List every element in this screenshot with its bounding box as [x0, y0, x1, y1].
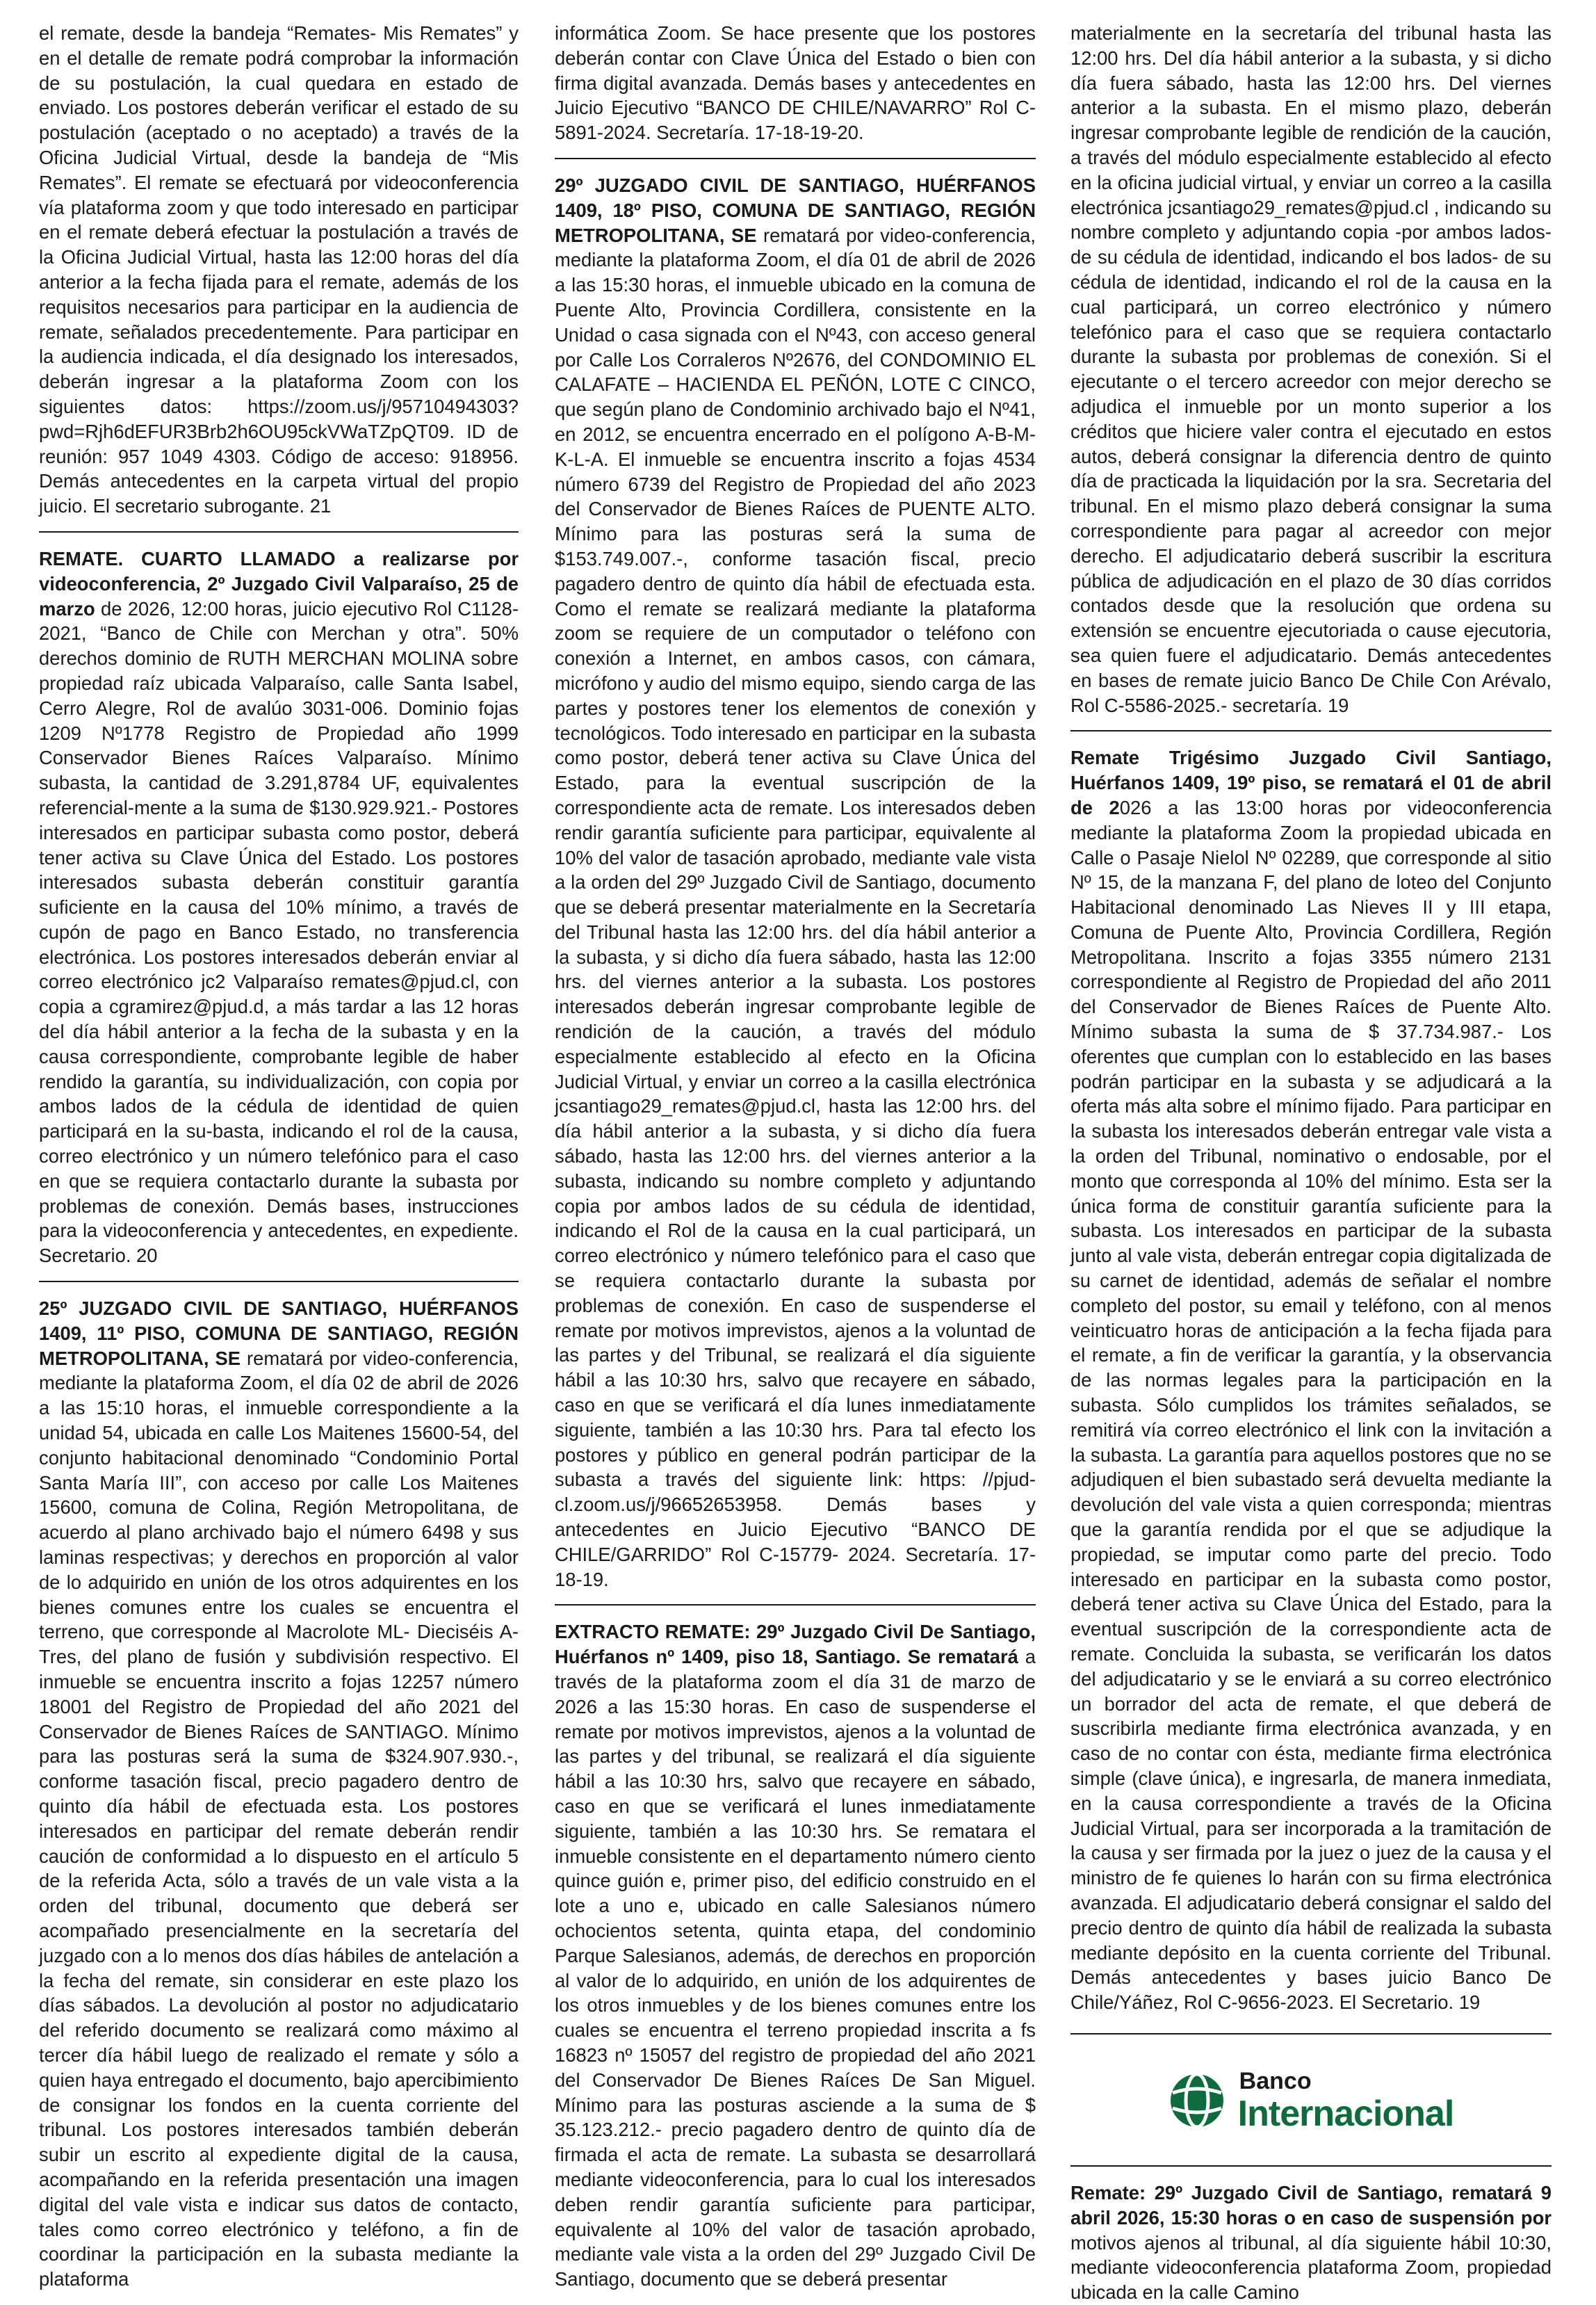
- notice-divider: [555, 1604, 1036, 1606]
- notice-valparaiso-remate: [39, 547, 519, 1268]
- column-3: [1070, 21, 1552, 2305]
- logo-internacional-text: Internacional: [1237, 2093, 1454, 2134]
- notice-text: 026 a las 13:00 horas por videoconferencia mediante la plataforma Zoom la propiedad ubicada en Calle o Pasaje Nielol Nº 02289, que corresponde al sitio Nº 15, de la manzana F, del plano de loteo del Conjunto Habitacional denominado Las Nieves II y III etapa, Comuna de Puente Alto, Provincia Cordillera, Región Metropolitana. Inscrito a fojas 3355 número 2131 correspondiente al Registro de Propiedad del año 2011 del Conservador de Bienes Raíces de Puente Alto. Mínimo subasta la suma de $ 37.734.987.- Los oferentes que cumplan con lo establecido en las bases podrán participar en la subasta y se adjudicará a la oferta más alta sobre el mínimo fijado. Para participar en la subasta los interesados deberán entregar vale vista a la orden del Tribunal, nominativo o endosable, por el monto que corresponda al 10% del mínimo. Esta ser la única forma de constituir garantía suficiente para la subasta. Los interesados en participar de la subasta junto al vale vista, deberán entregar copia digitalizada de su carnet de identidad, además de señalar el nombre completo del postor, su email y teléfono, con al menos veinticuatro horas de anticipación a la fecha fijada para el remate, a fin de verificar la garantía, y la observancia de las normas legales para la participación en la subasta. Sólo cumplidos los trámites señalados, se remitirá vía correo electrónico el link con la invitación a la subasta. La garantía para aquellos postores que no se adjudiquen el bien subastado será devuelta mediante la devolución del vale vista a quien corresponda; mientras que la garantía rendida por el que se adjudique la propiedad, se imputar como parte del precio. Todo interesado en participar en la subasta como postor, deberá tener activa su Clave Única del Estado, para la eventual suscripción de la correspondiente acta de remate. Concluida la subasta, se verificarán los datos del adjudicatario y se le enviará a su correo electrónico un borrador del acta de remate, el que deberá de suscribirla mediante firma electrónica avanzada, y en caso de no contar con ésta, mediante firma electrónica simple (clave única), e ingresarla, de manera inmediata, en la causa correspondiente a través de la Oficina Judicial Virtual, para ser incorporada a la tramitación de la causa y ser firmada por la juez o juez de la causa y el ministro de fe quienes lo harán con su firma electrónica avanzada. El adjudicatario deberá consignar el saldo del precio dentro de quinto día hábil de realizada la subasta mediante depósito en la cuenta corriente del Tribunal. Demás antecedentes y bases juicio Banco De Chile/Yáñez, Rol C-9656-2023. El Secretario. 19: [1070, 796, 1552, 2014]
- notice-heading: 29º JUZGADO CIVIL DE SANTIAGO, HUÉRFANOS 1409, 18º PISO, COMUNA DE SANTIAGO, REGIÓN METROPOLITANA, SE: [555, 174, 1036, 246]
- notice-heading: 25º JUZGADO CIVIL DE SANTIAGO, HUÉRFANOS 1409, 11º PISO, COMUNA DE SANTIAGO, REGIÓN METROPOLITANA, SE: [39, 1297, 519, 1369]
- column-2: [555, 21, 1036, 2292]
- notice-divider: [39, 1281, 519, 1282]
- notice-divider: [1070, 2165, 1552, 2167]
- banco-internacional-logo: [1168, 2069, 1454, 2132]
- notice-continuation: [39, 21, 519, 519]
- notice-text: a través de la plataforma zoom el día 31 de marzo de 2026 a las 15:30 horas. En caso de suspenderse el remate por motivos imprevistos, ajenos a la voluntad de las partes y del tribunal, se realizará el día siguiente hábil a las 10:30 hrs, salvo que recayere en sábado, caso en que se verificará el lunes inmediatamente siguiente, también a las 10:30 hrs. Se rematara el inmueble consistente en el departamento número ciento quince guión e, primer piso, del edificio construido en el lote a uno e, ubicado en calle Salesianos número ochocientos setenta, quinta etapa, del condominio Parque Salesianos, además, de derechos en proporción al valor de lo adquirido, en unión de los adquirentes de los otros inmuebles y de los bienes comunes entre los cuales se encuentra el terreno propiedad inscrita a fs 16823 nº 15057 del registro de propiedad del año 2021 del Conservador De Bienes Raíces De San Miguel. Mínimo para las posturas asciende a la suma de $ 35.123.212.- precio pagadero dentro de quinto día de firmada el acta de remate. La subasta se desarrollará mediante videoconferencia, para lo cual los interesados deben rendir garantía suficiente para participar, equivalente al 10% del valor de tasación aprobado, mediante vale vista a la orden del 29º Juzgado Civil De Santiago, documento que se deberá presentar: [555, 1646, 1036, 2290]
- logo-wordmark: [1238, 2069, 1454, 2132]
- notice-divider: [1070, 730, 1552, 731]
- notice-text: informática Zoom. Se hace presente que los postores deberán contar con Clave Única del Estado o bien con firma digital avanzada. Demás bases y antecedentes en Juicio Ejecutivo “BANCO DE CHILE/NAVARRO” Rol C-5891-2024. Secretaría. 17-18-19-20.: [555, 22, 1036, 144]
- notice-text: materialmente en la secretaría del tribunal hasta las 12:00 hrs. Del día hábil anterior a la subasta, y si dicho día fuera sábado, hasta las 12:00 hrs. Del viernes anterior a la subasta. En el mismo plazo, deberán ingresar comprobante legible de rendición de la caución, a través del módulo especialmente establecido al efecto en la oficina judicial virtual, y enviar un correo a la casilla electrónica jcsantiago29_remates@pjud.cl , indicando su nombre completo y adjuntando copia -por ambos lados- de su cédula de identidad, indicando el bos lados- de su cédula de identidad, indicando el rol de la causa en la cual participará, un correo electrónico y número telefónico para el caso que se requiera contactarlo durante la subasta por problemas de conexión. Si el ejecutante o el tercero acreedor con mejor derecho se adjudica el inmueble por un monto superior a los créditos que hiciere valer contra el ejecutado en estos autos, deberá consignar la diferencia dentro de quinto día de practicada la liquidación por la sra. Secretaria del tribunal. En el mismo plazo deberá consignar la suma correspondiente para pagar al acreedor con mejor derecho. El adjudicatario deberá suscribir la escritura pública de adjudicación en el plazo de 30 días corridos contados desde que la resolución que ordena su extensión se encuentre ejecutoriada o cause ejecutoria, sea quien fuere el adjudicatario. Demás antecedentes en bases de remate juicio Banco De Chile Con Arévalo, Rol C-5586-2025.- secretaría. 19: [1070, 22, 1552, 716]
- notice-text: motivos ajenos al tribunal, al día siguiente hábil 10:30, mediante videoconferencia plataforma Zoom, propiedad ubicada en la calle Camino: [1070, 2231, 1552, 2304]
- notice-29-juzgado-camino: [1070, 2181, 1552, 2305]
- notice-text: de 2026, 12:00 horas, juicio ejecutivo Rol C1128-2021, “Banco de Chile con Merchan y otra”. 50% derechos dominio de RUTH MERCHAN MOLINA sobre propiedad raíz ubicada Valparaíso, calle Santa Isabel, Cerro Alegre, Rol de avalúo 3031-006. Dominio fojas 1209 Nº1778 Registro de Propiedad año 1999 Conservador Bienes Raíces Valparaíso. Mínimo subasta, la cantidad de 3.291,8784 UF, equivalentes referencial-mente a la suma de $130.929.921.- Postores interesados en participar subasta como postor, deberá tener activa su Clave Única del Estado. Los postores interesados subasta deberán constituir garantía suficiente en la causa del 10% mínimo, a través de cupón de pago en Banco Estado, no transferencia electrónica. Los postores interesados deberán enviar al correo electrónico jc2 Valparaíso remates@pjud.cl, con copia a cgramirez@pjud.d, a más tardar a las 12 horas del día hábil anterior a la fecha de la subasta y en la causa correspondiente, comprobante legible de haber rendido la garantía, su individualización, con copia por ambos lados de la cédula de identidad de quien participará en la su-basta, indicando el rol de la causa, correo electrónico y un número telefónico para el caso en que se requiera contactarlo durante la subasta por problemas de conexión. Demás bases, instrucciones para la videoconferencia y antecedentes, en expediente. Secretario. 20: [39, 597, 519, 1267]
- notice-heading: Remate: 29º Juzgado Civil de Santiago, rematará 9 abril 2026, 15:30 horas o en caso de suspensión por: [1070, 2181, 1552, 2229]
- column-1: [39, 21, 519, 2292]
- notice-divider: [39, 531, 519, 533]
- notice-25-juzgado: [39, 1296, 519, 2292]
- notice-extracto-remate: [555, 1619, 1036, 2292]
- bank-logo-block: [1070, 2048, 1552, 2153]
- notice-trigesimo-juzgado: [1070, 745, 1552, 2015]
- notice-continuation: [555, 21, 1036, 145]
- notice-29-juzgado-puente-alto: [555, 173, 1036, 1592]
- notice-text: rematará por video-conferencia, mediante la plataforma Zoom, el día 01 de abril de 2026 a las 15:30 horas, el inmueble ubicado en la comuna de Puente Alto, Provincia Cordillera, consistente en la Unidad o casa signada con el Nº43, con acceso general por Calle Los Corraleros Nº2676, del CONDOMINIO EL CALAFATE – HACIENDA EL PEÑÓN, LOTE C CINCO, que según plano de Condominio archivado bajo el Nº41, en 2012, se encuentra encerrado en el polígono A-B-M-K-L-A. El inmueble se encuentra inscrito a fojas 4534 número 6739 del Registro de Propiedad del año 2023 del Conservador de Bienes Raíces de PUENTE ALTO. Mínimo para las posturas será la suma de $153.749.007.-, conforme tasación fiscal, precio pagadero dentro de quinto día hábil de efectuada esta. Como el remate se realizará mediante la plataforma zoom se requiere de un computador o teléfono con conexión a Internet, en ambos casos, con cámara, micrófono y audio del mismo equipo, siendo carga de las partes y postores tener los elementos de conexión y tecnológicos. Todo interesado en participar en la subasta como postor, deberá tener activa su Clave Única del Estado, para la eventual suscripción de la correspondiente acta de remate. Los interesados deben rendir garantía suficiente para participar, equivalente al 10% del valor de tasación aprobado, mediante vale vista a la orden del 29º Juzgado Civil de Santiago, documento que se deberá presentar materialmente en la Secretaría del Tribunal hasta las 12:00 hrs. del día hábil anterior a la subasta, y si dicho día fuera sábado, hasta las 12:00 hrs. del viernes anterior a la subasta. Los postores interesados deberán ingresar comprobante legible de rendición de la caución, a través del módulo especialmente establecido al efecto en la Oficina Judicial Virtual, y enviar un correo a la casilla electrónica jcsantiago29_remates@pjud.cl, hasta las 12:00 hrs. del día hábil anterior a la subasta, y si dicho día fuera sábado, hasta las 12:00 hrs. del viernes anterior a la subasta, indicando su nombre completo y adjuntando copia por ambos lados de su cédula de identidad, indicando el Rol de la causa en la cual participará, un correo electrónico y número telefónico para el caso que se requiera contactarlo durante la subasta por problemas de conexión. En caso de suspenderse el remate por motivos imprevistos, ajenos a la voluntad de las partes y del Tribunal, se realizará el día siguiente hábil a las 10:30 hrs, salvo que recayere en sábado, caso en que se verificará el día lunes inmediatamente siguiente, también a las 10:30 hrs. Para tal efecto los postores y público en general podrán participar de la subasta a través del siguiente link: https: //pjud-cl.zoom.us/j/96652653958. Demás bases y antecedentes en Juicio Ejecutivo “BANCO DE CHILE/GARRIDO” Rol C-15779- 2024. Secretaría. 17-18-19.: [555, 224, 1036, 1590]
- notice-text: el remate, desde la bandeja “Remates- Mis Remates” y en el detalle de remate podrá comprobar la información de su postulación, la cual quedara en estado de enviado. Los postores deberán verificar el estado de su postulación (aceptado o no aceptado) a través de la Oficina Judicial Virtual, desde la bandeja de “Mis Remates”. El remate se efectuará por videoconferencia vía plataforma zoom y que todo interesado en participar en el remate deberá efectuar la postulación a través de la Oficina Judicial Virtual, hasta las 12:00 horas del día anterior a la fecha fijada para el remate, además de los requisitos necesarios para participar en la audiencia de remate, señalados precedentemente. Para participar en la audiencia indicada, el día designado los interesados, deberán ingresar a la plataforma Zoom con los siguientes datos: https://zoom.us/j/95710494303?pwd=Rjh6dEFUR3Brb2h6OU95ckVWaTZpQT09. ID de reunión: 957 1049 4303. Código de acceso: 918956. Demás antecedentes en la carpeta virtual del propio juicio. El secretario subrogante. 21: [39, 22, 519, 517]
- globe-icon: [1168, 2072, 1226, 2129]
- notice-heading: REMATE. CUARTO LLAMADO a realizarse por videoconferencia, 2º Juzgado Civil Valparaíso, 25 de marzo: [39, 547, 519, 620]
- logo-banco-text: Banco: [1239, 2067, 1312, 2094]
- notice-heading: Remate Trigésimo Juzgado Civil Santiago, Huérfanos 1409, 19º piso, se rematará el 01 de abril de 2: [1070, 747, 1552, 818]
- notice-continuation: [1070, 21, 1552, 718]
- notice-divider: [555, 158, 1036, 159]
- notice-divider: [1070, 2033, 1552, 2035]
- notice-heading: EXTRACTO REMATE: 29º Juzgado Civil De Santiago, Huérfanos nº 1409, piso 18, Santiago. Se rematará: [555, 1621, 1036, 1668]
- notice-text: rematará por video-conferencia, mediante la plataforma Zoom, el día 02 de abril de 2026 a las 15:10 horas, el inmueble correspondiente a la unidad 54, ubicada en calle Los Maitenes 15600-54, del conjunto habitacional denominado “Condominio Portal Santa María III”, con acceso por calle Los Maitenes 15600, comuna de Colina, Región Metropolitana, de acuerdo al plano archivado bajo el número 6498 y sus laminas respectivas; y derechos en proporción al valor de lo adquirido en unión de los otros adquirentes en los bienes comunes entre los cuales se encuentra el terreno, que corresponde al Macrolote ML- Dieciséis A- Tres, del plano de fusión y subdivisión respectivo. El inmueble se encuentra inscrito a fojas 12257 número 18001 del Registro de Propiedad del año 2021 del Conservador de Bienes Raíces de SANTIAGO. Mínimo para las posturas será la suma de $324.907.930.-, conforme tasación fiscal, precio pagadero dentro de quinto día hábil de efectuada esta. Los postores interesados en participar del remate deberán rendir caución de conformidad a lo dispuesto en el artículo 5 de la referida Acta, sólo a través de un vale vista a la orden del tribunal, documento que deberá ser acompañado presencialmente en la secretaría del juzgado con a lo menos dos días hábiles de antelación a la fecha del remate, sin considerar en este plazo los días sábados. La devolución al postor no adjudicatario del referido documento se realizará como máximo al tercer día hábil luego de realizado el remate y sólo a quien haya entregado el documento, bajo apercibimiento de consignar los fondos en la cuenta corriente del tribunal. Los postores interesados también deberán subir un escrito al expediente digital de la causa, acompañando en la referida presentación una imagen digital del vale vista e indicar sus datos de contacto, tales como correo electrónico y teléfono, a fin de coordinar la participación en la subasta mediante la plataforma: [39, 1347, 519, 2290]
